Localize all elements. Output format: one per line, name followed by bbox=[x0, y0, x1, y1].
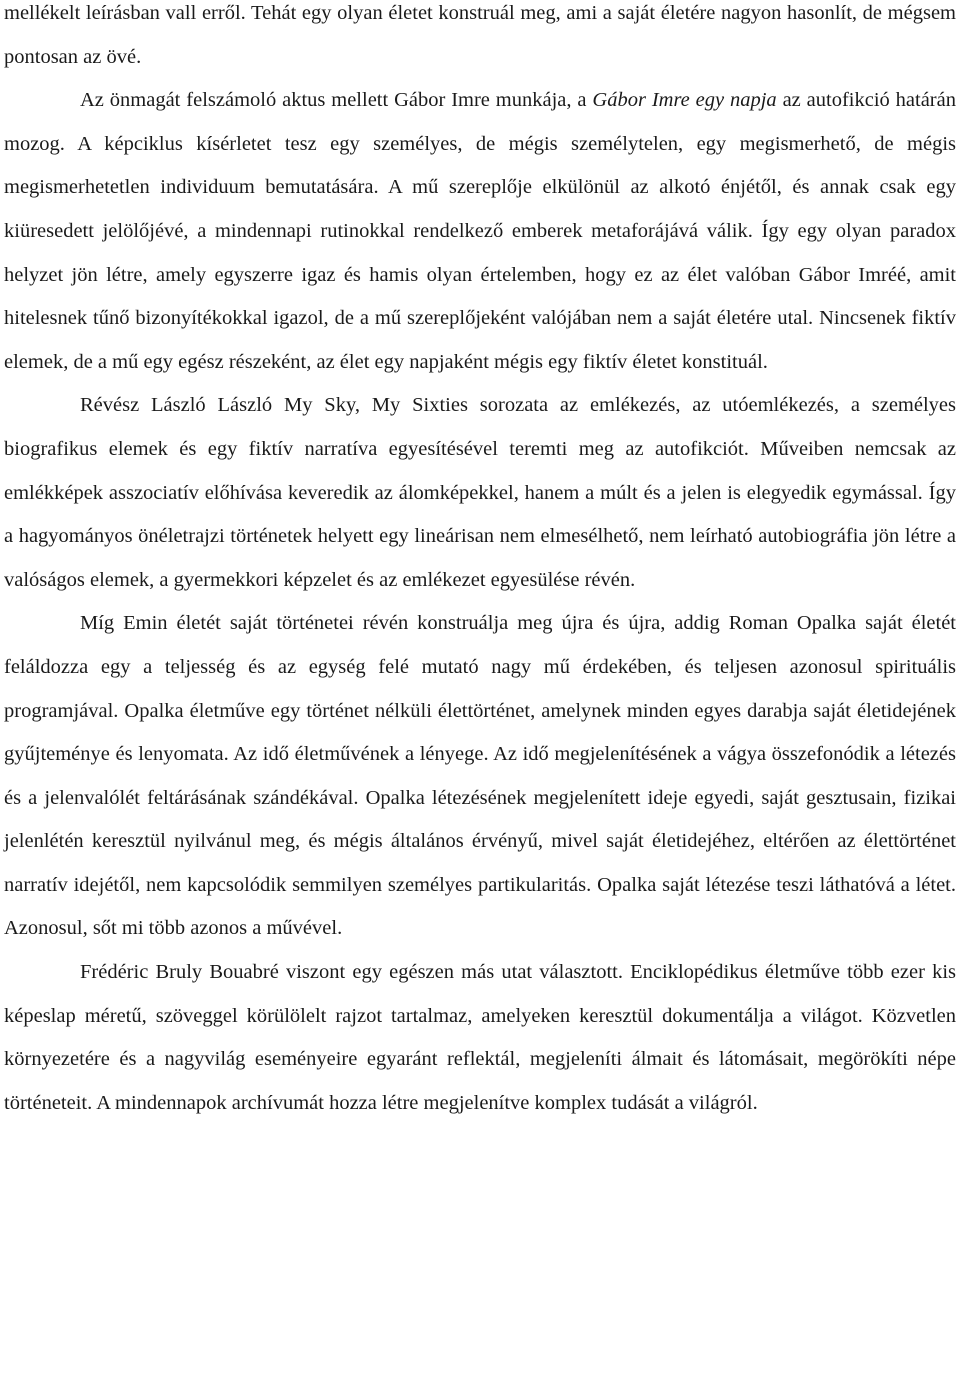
paragraph-1 bbox=[4, 0, 956, 79]
paragraph-4-text: Míg Emin életét saját történetei révén konstruálja meg újra és újra, addig Roman Opalka saját életét feláldozza egy a teljesség és az egység felé mutató nagy mű érdekében, és teljesen azonosul spirituális programjával. Opalka életműve egy történet nélküli élettörténet, amelynek minden egyes darabja saját életidejének gyűjteménye és lenyomata. Az idő életművének a lényege. Az idő megjelenítésének a vágya összefonódik a létezés és a jelenvalólét feltárásának szándékával. Opalka létezésének megjelenített ideje egyedi, saját gesztusain, fizikai jelenlétén keresztül nyilvánul meg, és mégis általános érvényű, mivel saját életidejéhez, eltérően az élettörténet narratív idejétől, nem kapcsolódik semmilyen személyes partikularitás. Opalka saját létezése teszi láthatóvá a létet. Azonosul, sőt mi több azonos a művével. bbox=[4, 612, 956, 940]
paragraph-3 bbox=[4, 384, 956, 602]
paragraph-4 bbox=[4, 602, 956, 951]
paragraph-5-text: Frédéric Bruly Bouabré viszont egy egészen más utat választott. Enciklopédikus életműve több ezer kis képeslap méretű, szöveggel körülölelt rajzot tartalmaz, amelyeken keresztül dokumentálja a világot. Közvetlen környezetére és a nagyvilág eseményeire egyaránt reflektál, megjeleníti álmait és látomásait, megörökíti népe történeteit. A mindennapok archívumát hozza létre megjelenítve komplex tudását a világról. bbox=[4, 961, 956, 1114]
paragraph-2-text-b: az autofikció határán mozog. A képciklus kísérletet tesz egy személyes, de mégis személytelen, egy megismerhető, de mégis megismerhetetlen individuum bemutatására. A mű szereplője elkülönül az alkotó énjétől, és annak csak egy kiüresedett jelölőjévé, a mindennapi rutinokkal rendelkező emberek metaforájává válik. Így egy olyan paradox helyzet jön létre, amely egyszerre igaz és hamis olyan értelemben, hogy ez az élet valóban Gábor Imréé, amit hitelesnek tűnő bizonyítékokkal igazol, de a mű szereplőjeként valójában nem a saját életére utal. Nincsenek fiktív elemek, de a mű egy egész részeként, az élet egy napjaként mégis egy fiktív életet konstituál. bbox=[4, 89, 956, 373]
paragraph-2 bbox=[4, 79, 956, 384]
paragraph-3-text: Révész László László My Sky, My Sixties sorozata az emlékezés, az utóemlékezés, a személyes biografikus elemek és egy fiktív narratíva egyesítésével teremti meg az autofikciót. Műveiben nemcsak az emlékképek asszociatív előhívása keveredik az álomképekkel, hanem a múlt és a jelen is elegyedik egymással. Így a hagyományos önéletrajzi történetek helyett egy lineárisan nem elmesélhető, nem leírható autobiográfia jön létre a valóságos elemek, a gyermekkori képzelet és az emlékezet egyesülése révén. bbox=[4, 394, 956, 591]
paragraph-2-text-a: Az önmagát felszámoló aktus mellett Gábor Imre munkája, a bbox=[80, 89, 593, 112]
document-body bbox=[4, 0, 956, 1125]
paragraph-5 bbox=[4, 951, 956, 1125]
artwork-title: Gábor Imre egy napja bbox=[592, 89, 777, 112]
paragraph-1-text: mellékelt leírásban vall erről. Tehát egy olyan életet konstruál meg, ami a saját életére nagyon hasonlít, de mégsem pontosan az övé. bbox=[4, 2, 956, 68]
